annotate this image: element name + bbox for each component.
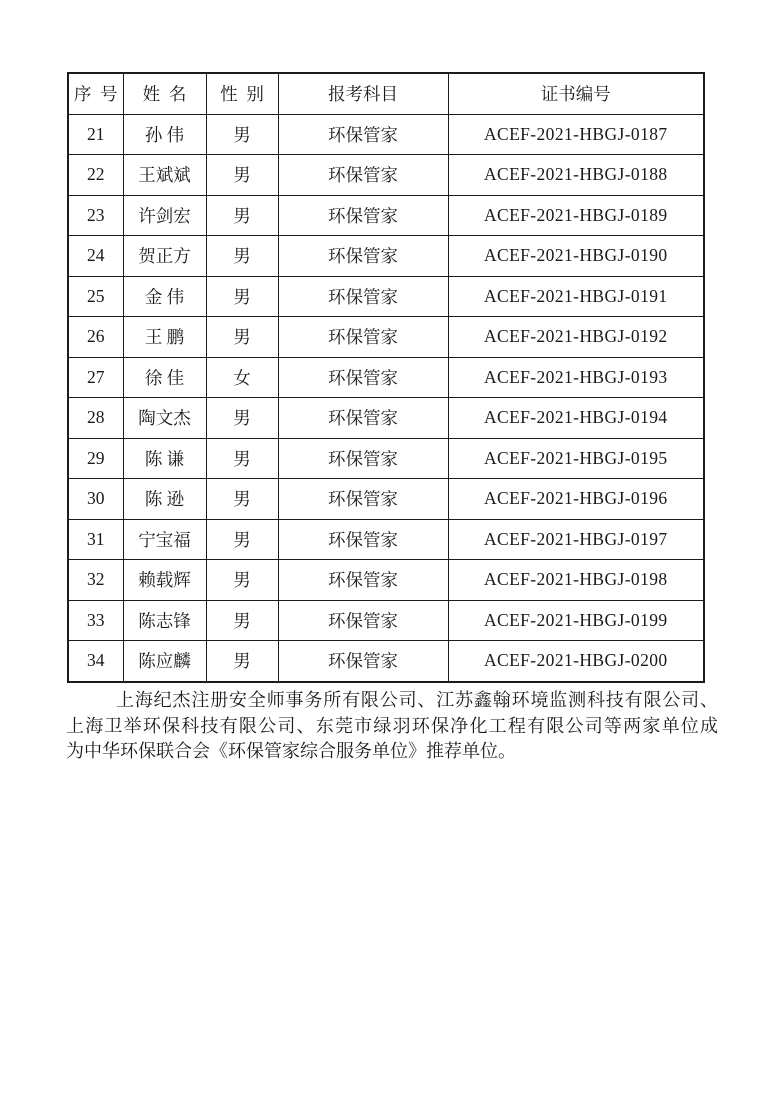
cell-gender: 男 <box>206 600 278 641</box>
table-row <box>68 398 704 439</box>
table-header-row <box>68 73 704 114</box>
cell-name: 许剑宏 <box>123 195 206 236</box>
cell-name: 赖载辉 <box>123 560 206 601</box>
cell-certificate-number: ACEF-2021-HBGJ-0192 <box>448 317 704 358</box>
cell-certificate-number: ACEF-2021-HBGJ-0193 <box>448 357 704 398</box>
table-row <box>68 519 704 560</box>
cell-subject: 环保管家 <box>278 317 448 358</box>
cell-serial-number: 24 <box>68 236 123 277</box>
table-row <box>68 560 704 601</box>
cell-subject: 环保管家 <box>278 519 448 560</box>
table-row <box>68 155 704 196</box>
cell-subject: 环保管家 <box>278 357 448 398</box>
cell-serial-number: 34 <box>68 641 123 682</box>
table-row <box>68 641 704 682</box>
cell-certificate-number: ACEF-2021-HBGJ-0187 <box>448 114 704 155</box>
table-row <box>68 357 704 398</box>
cell-serial-number: 32 <box>68 560 123 601</box>
certificate-roster-table <box>67 72 705 683</box>
cell-certificate-number: ACEF-2021-HBGJ-0196 <box>448 479 704 520</box>
cell-subject: 环保管家 <box>278 398 448 439</box>
cell-serial-number: 33 <box>68 600 123 641</box>
footer-line: 上海卫举环保科技有限公司、东莞市绿羽环保净化工程有限公司等两家单位成 <box>66 715 718 736</box>
cell-serial-number: 31 <box>68 519 123 560</box>
cell-name: 陈志锋 <box>123 600 206 641</box>
cell-gender: 男 <box>206 114 278 155</box>
cell-certificate-number: ACEF-2021-HBGJ-0195 <box>448 438 704 479</box>
cell-serial-number: 28 <box>68 398 123 439</box>
cell-serial-number: 22 <box>68 155 123 196</box>
cell-gender: 男 <box>206 641 278 682</box>
cell-serial-number: 21 <box>68 114 123 155</box>
footer-paragraph <box>66 688 718 765</box>
cell-name: 陶文杰 <box>123 398 206 439</box>
cell-certificate-number: ACEF-2021-HBGJ-0191 <box>448 276 704 317</box>
cell-name: 宁宝福 <box>123 519 206 560</box>
cell-subject: 环保管家 <box>278 276 448 317</box>
cell-gender: 男 <box>206 479 278 520</box>
cell-gender: 男 <box>206 438 278 479</box>
cell-gender: 男 <box>206 276 278 317</box>
table-row <box>68 236 704 277</box>
cell-subject: 环保管家 <box>278 195 448 236</box>
cell-certificate-number: ACEF-2021-HBGJ-0194 <box>448 398 704 439</box>
cell-serial-number: 29 <box>68 438 123 479</box>
cell-certificate-number: ACEF-2021-HBGJ-0199 <box>448 600 704 641</box>
cell-subject: 环保管家 <box>278 560 448 601</box>
table-row <box>68 114 704 155</box>
cell-gender: 男 <box>206 195 278 236</box>
header-cell-serial-number: 序 号 <box>68 73 123 114</box>
cell-gender: 男 <box>206 398 278 439</box>
cell-subject: 环保管家 <box>278 236 448 277</box>
header-cell-gender: 性 别 <box>206 73 278 114</box>
cell-gender: 女 <box>206 357 278 398</box>
header-cell-name: 姓 名 <box>123 73 206 114</box>
table-row <box>68 317 704 358</box>
cell-serial-number: 25 <box>68 276 123 317</box>
footer-line: 上海纪杰注册安全师事务所有限公司、江苏鑫翰环境监测科技有限公司、 <box>116 690 718 710</box>
cell-name: 陈 谦 <box>123 438 206 479</box>
footer-line: 为中华环保联合会《环保管家综合服务单位》推荐单位。 <box>66 741 516 761</box>
cell-name: 王 鹏 <box>123 317 206 358</box>
header-cell-subject: 报考科目 <box>278 73 448 114</box>
cell-serial-number: 26 <box>68 317 123 358</box>
cell-name: 陈 逊 <box>123 479 206 520</box>
cell-gender: 男 <box>206 519 278 560</box>
cell-gender: 男 <box>206 317 278 358</box>
table-row <box>68 276 704 317</box>
cell-certificate-number: ACEF-2021-HBGJ-0190 <box>448 236 704 277</box>
table-row <box>68 195 704 236</box>
cell-serial-number: 23 <box>68 195 123 236</box>
cell-gender: 男 <box>206 155 278 196</box>
cell-name: 贺正方 <box>123 236 206 277</box>
cell-subject: 环保管家 <box>278 155 448 196</box>
cell-gender: 男 <box>206 236 278 277</box>
cell-subject: 环保管家 <box>278 479 448 520</box>
cell-subject: 环保管家 <box>278 114 448 155</box>
cell-serial-number: 27 <box>68 357 123 398</box>
cell-certificate-number: ACEF-2021-HBGJ-0189 <box>448 195 704 236</box>
cell-subject: 环保管家 <box>278 438 448 479</box>
cell-name: 孙 伟 <box>123 114 206 155</box>
table-row <box>68 600 704 641</box>
cell-certificate-number: ACEF-2021-HBGJ-0188 <box>448 155 704 196</box>
cell-subject: 环保管家 <box>278 600 448 641</box>
cell-name: 陈应麟 <box>123 641 206 682</box>
cell-certificate-number: ACEF-2021-HBGJ-0197 <box>448 519 704 560</box>
header-cell-certificate-number: 证书编号 <box>448 73 704 114</box>
cell-subject: 环保管家 <box>278 641 448 682</box>
cell-gender: 男 <box>206 560 278 601</box>
cell-name: 徐 佳 <box>123 357 206 398</box>
cell-certificate-number: ACEF-2021-HBGJ-0200 <box>448 641 704 682</box>
table-row <box>68 479 704 520</box>
cell-name: 王斌斌 <box>123 155 206 196</box>
cell-serial-number: 30 <box>68 479 123 520</box>
cell-certificate-number: ACEF-2021-HBGJ-0198 <box>448 560 704 601</box>
cell-name: 金 伟 <box>123 276 206 317</box>
table-row <box>68 438 704 479</box>
